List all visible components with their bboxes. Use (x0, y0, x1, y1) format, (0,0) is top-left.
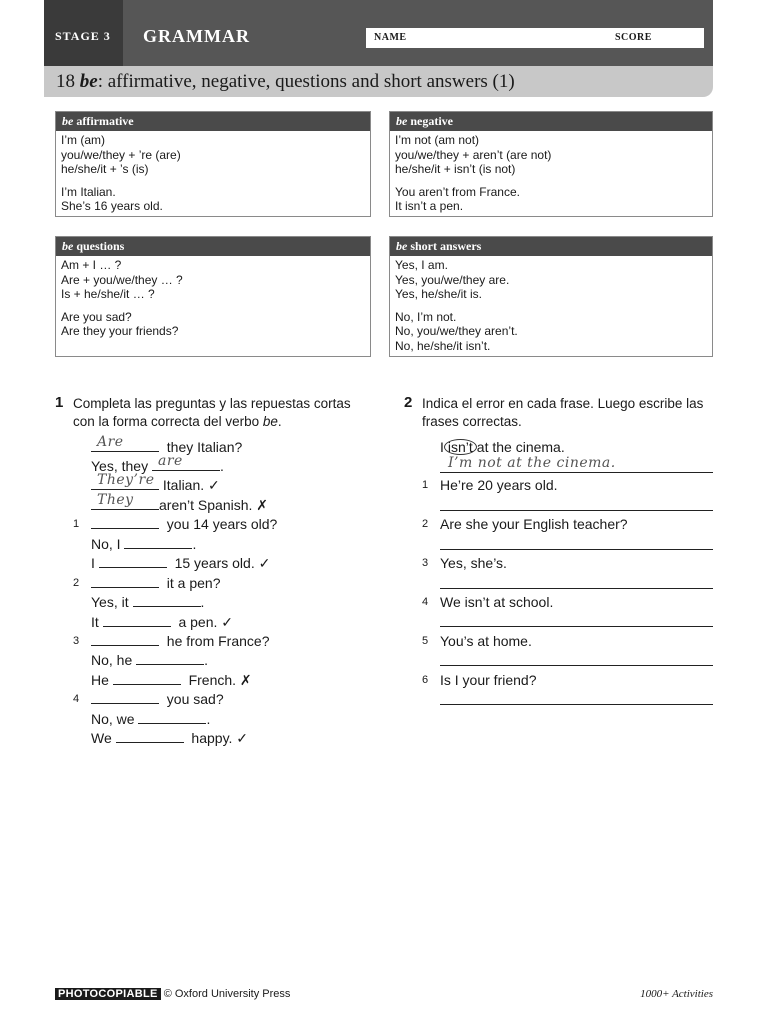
item-number: 4 (422, 596, 429, 608)
item-number: 4 (73, 693, 80, 705)
item-number: 1 (73, 518, 80, 530)
answer-line[interactable] (440, 510, 713, 511)
answer-prefix: No, we (91, 711, 135, 727)
sentence-part: I (440, 439, 444, 455)
question-text: it a pen? (166, 575, 221, 591)
publisher-text: © Oxford University Press (163, 988, 291, 1000)
answer-blank[interactable] (91, 472, 159, 490)
box-affirmative-body (56, 131, 370, 214)
answer-blank[interactable] (113, 671, 181, 685)
unit-title-text: : affirmative, negative, questions and short answers (1) (97, 71, 515, 92)
exercise-1-instruction (73, 395, 363, 431)
rule-line: Is + he/she/it … ? (61, 287, 155, 301)
box-title: questions (76, 239, 125, 253)
answer-prefix: No, I (91, 536, 121, 552)
sentence-prefix: He (91, 672, 109, 688)
rule-line: he/she/it + isn’t (is not) (395, 162, 516, 176)
name-score-box[interactable] (366, 28, 704, 48)
rule-line: Yes, he/she/it is. (395, 287, 482, 301)
sentence-part: at the cinema. (476, 439, 565, 455)
footer-copyright (55, 988, 290, 1000)
box-verb: be (396, 114, 408, 128)
sentence-text: French. ✗ (188, 672, 252, 688)
box-negative-body (390, 131, 712, 214)
box-short-answers-head (390, 237, 712, 256)
question-text: he from France? (166, 633, 270, 649)
section-title: GRAMMAR (143, 26, 250, 46)
ex1-item-4-answer (91, 709, 210, 729)
ex1-example-negative (91, 492, 269, 515)
answer-blank[interactable] (116, 729, 184, 743)
ex1-item-4-question (91, 689, 224, 709)
rule-line: Yes, I am. (395, 258, 448, 272)
ex2-example-answer-line[interactable] (440, 453, 713, 473)
question-text: you 14 years old? (166, 516, 278, 532)
exercise-1-number: 1 (55, 394, 64, 411)
box-verb: be (62, 239, 74, 253)
question-text: they Italian? (166, 439, 243, 455)
ex1-item-3-question (91, 631, 270, 651)
answer-end: . (192, 536, 197, 552)
instruction-verb: be (262, 414, 278, 429)
answer-blank[interactable] (133, 593, 201, 607)
item-number: 2 (422, 518, 429, 530)
example-line: It isn’t a pen. (395, 199, 464, 213)
unit-number: 18 (56, 71, 75, 92)
answer-prefix: Yes, they (91, 458, 149, 474)
item-number: 6 (422, 674, 429, 686)
rule-line: he/she/it + ’s (is) (61, 162, 149, 176)
answer-end: . (204, 652, 209, 668)
answer-blank[interactable] (91, 515, 159, 529)
sentence-prefix: I (91, 555, 95, 571)
answer-blank[interactable] (103, 613, 171, 627)
box-questions (55, 236, 371, 357)
answer-blank[interactable] (91, 492, 159, 510)
answer-blank[interactable] (91, 434, 159, 452)
answer-prefix: No, he (91, 652, 133, 668)
answer-line[interactable] (440, 704, 713, 705)
box-verb: be (396, 239, 408, 253)
ex1-item-2-sentence (91, 612, 233, 632)
answer-blank[interactable] (91, 690, 159, 704)
rule-line: I’m not (am not) (395, 133, 480, 147)
answer-blank[interactable] (136, 651, 204, 665)
ex1-item-3-sentence (91, 670, 252, 690)
worksheet-header (44, 0, 713, 97)
ex1-item-1-answer (91, 534, 196, 554)
sentence-text: aren’t Spanish. ✗ (159, 497, 269, 513)
series-name: 1000+ Activities (640, 988, 713, 1000)
example-line: No, he/she/it isn’t. (395, 338, 491, 353)
photocopiable-badge: PHOTOCOPIABLE (55, 988, 161, 1000)
answer-line[interactable] (440, 626, 713, 627)
box-title: negative (410, 114, 453, 128)
ex2-item-3: Yes, she’s. (440, 555, 507, 571)
box-verb: be (62, 114, 74, 128)
unit-verb: be (79, 71, 98, 92)
item-number: 2 (73, 577, 80, 589)
exercise-2-instruction: Indica el error en cada frase. Luego escribe las frases correctas. (422, 396, 704, 429)
handwritten-answer: Are (97, 434, 124, 450)
item-number: 1 (422, 479, 429, 491)
circled-error: isn’t (444, 439, 477, 455)
sentence-text: Italian. ✓ (162, 477, 220, 493)
example-line: Are they your friends? (61, 324, 179, 338)
item-number: 3 (422, 557, 429, 569)
instruction-end: . (277, 414, 282, 429)
sentence-text: 15 years old. ✓ (174, 555, 271, 571)
example-line: Are you sad? (61, 309, 132, 324)
ex2-item-4: We isn’t at school. (440, 594, 554, 610)
stage-label: STAGE 3 (44, 0, 123, 66)
rule-line: you/we/they + aren’t (are not) (395, 147, 552, 162)
box-title: short answers (410, 239, 482, 253)
score-label: SCORE (615, 32, 652, 43)
handwritten-answer: are (157, 453, 183, 469)
handwritten-answer: I’m not at the cinema. (448, 455, 616, 471)
name-label: NAME (374, 32, 407, 43)
exercise-2-number: 2 (404, 394, 413, 411)
answer-blank[interactable] (99, 554, 167, 568)
box-short-answers-body (390, 256, 712, 353)
example-line: She’s 16 years old. (61, 199, 163, 213)
answer-blank[interactable] (124, 535, 192, 549)
ex1-item-3-answer (91, 650, 208, 670)
ex1-item-1-sentence (91, 553, 270, 573)
box-questions-body (56, 256, 370, 339)
box-affirmative (55, 111, 371, 217)
ex2-item-5: You’s at home. (440, 633, 532, 649)
question-text: you sad? (166, 691, 224, 707)
item-number: 3 (73, 635, 80, 647)
ex2-item-6: Is I your friend? (440, 672, 537, 688)
answer-line[interactable] (440, 665, 713, 666)
box-affirmative-head (56, 112, 370, 131)
answer-blank[interactable] (152, 453, 220, 471)
ex1-item-2-question (91, 573, 221, 593)
answer-blank[interactable] (91, 574, 159, 588)
box-negative (389, 111, 713, 217)
sentence-text: a pen. ✓ (178, 614, 233, 630)
example-line: I’m Italian. (61, 184, 116, 199)
answer-blank[interactable] (138, 710, 206, 724)
handwritten-answer: They (97, 492, 134, 508)
answer-blank[interactable] (91, 632, 159, 646)
handwritten-answer: They’re (97, 472, 155, 488)
ex1-item-2-answer (91, 592, 204, 612)
ex2-item-1: He’re 20 years old. (440, 477, 558, 493)
rule-line: Yes, you/we/they are. (395, 272, 510, 287)
example-line: No, you/we/they aren’t. (395, 324, 518, 338)
unit-title-band (44, 66, 713, 97)
answer-end: . (206, 711, 211, 727)
unit-title (56, 71, 515, 93)
rule-line: Are + you/we/they … ? (61, 272, 183, 287)
rule-line: I’m (am) (61, 133, 105, 147)
rule-line: you/we/they + ’re (are) (61, 147, 181, 162)
answer-end: . (200, 594, 205, 610)
box-title: affirmative (76, 114, 134, 128)
instruction-text: Completa las preguntas y las repuestas cortas con la forma correcta del verbo (73, 396, 351, 429)
sentence-prefix: It (91, 614, 99, 630)
answer-line[interactable] (440, 549, 713, 550)
box-questions-head (56, 237, 370, 256)
answer-prefix: Yes, it (91, 594, 129, 610)
sentence-text: happy. ✓ (191, 730, 249, 746)
example-line: You aren’t from France. (395, 184, 520, 199)
box-negative-head (390, 112, 712, 131)
ex1-item-1-question (91, 514, 277, 534)
ex1-item-4-sentence (91, 728, 248, 748)
answer-end: . (219, 458, 224, 474)
answer-line[interactable] (440, 588, 713, 589)
example-line: No, I’m not. (395, 309, 457, 324)
ex2-item-2: Are she your English teacher? (440, 516, 628, 532)
item-number: 5 (422, 635, 429, 647)
box-short-answers (389, 236, 713, 357)
rule-line: Am + I … ? (61, 258, 122, 272)
sentence-prefix: We (91, 730, 112, 746)
